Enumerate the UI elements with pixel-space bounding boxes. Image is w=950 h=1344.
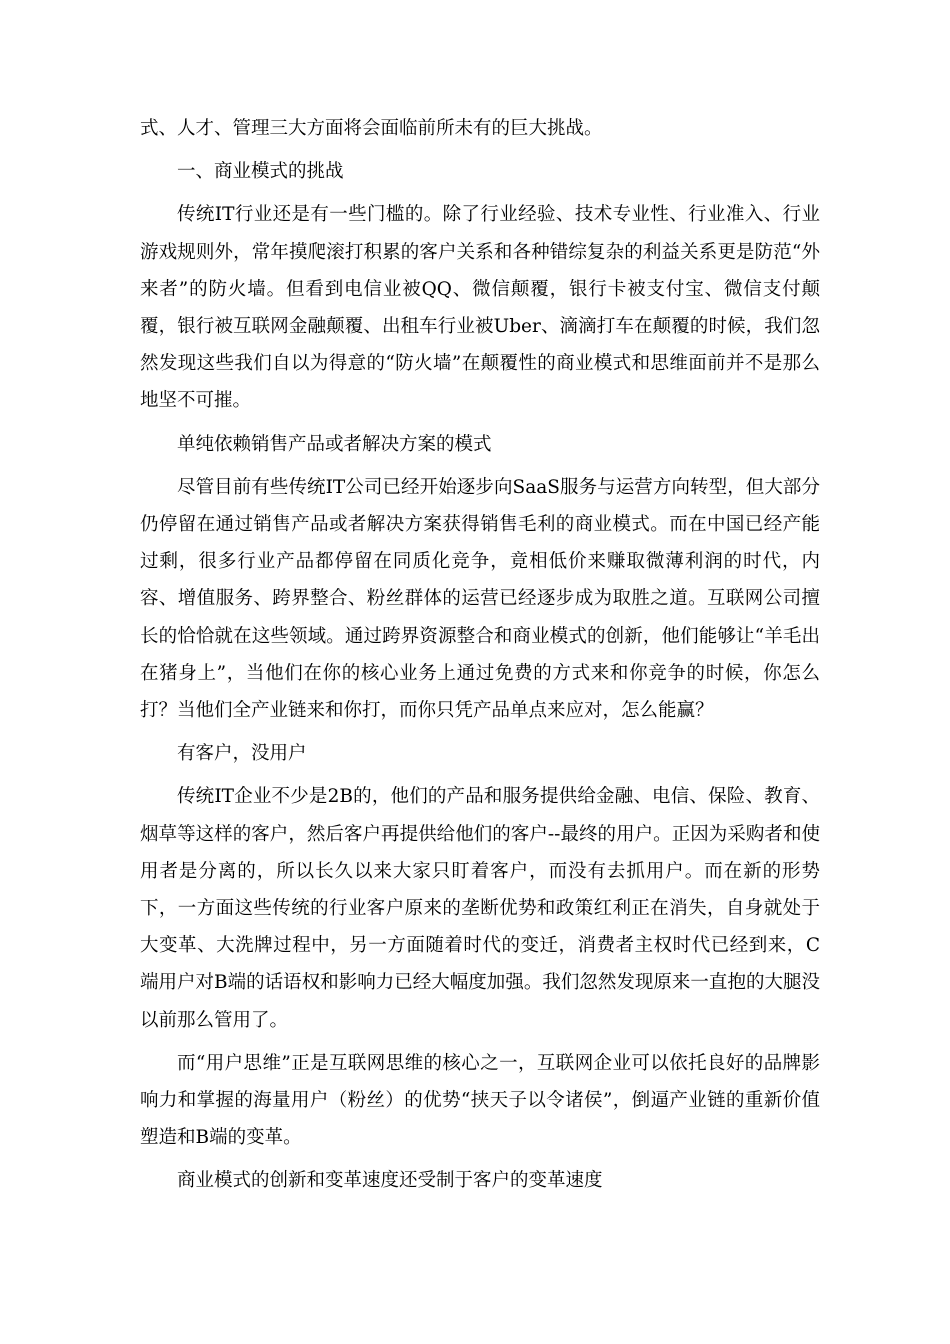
paragraph-traditional-it: 传统IT行业还是有一些门槛的。除了行业经验、技术专业性、行业准入、行业游戏规则外，常年摸爬滚打积累的客户关系和各种错综复杂的利益关系更是防范“外来者”的防火墙。但看到电信业被QQ、微信颠覆，银行卡被支付宝、微信支付颠覆，银行被互联网金融颠覆、出租车行业被Uber、滴滴打车在颠覆的时候，我们忽然发现这些我们自以为得意的“防火墙”在颠覆性的商业模式和思维面前并不是那么地坚不可摧。 bbox=[140, 204, 820, 412]
subheading-sales-model: 单纯依赖销售产品或者解决方案的模式 bbox=[177, 433, 492, 455]
section-heading-business-model: 一、商业模式的挑战 bbox=[177, 161, 344, 183]
paragraph-saas-transition: 尽管目前有些传统IT公司已经开始逐步向SaaS服务与运营方向转型，但大部分仍停留在通过销售产品或者解决方案获得销售毛利的商业模式。而在中国已经产能过剩，很多行业产品都停留在同质化竞争，竟相低价来赚取微薄利润的时代，内容、增值服务、跨界整合、粉丝群体的运营已经逐步成为取胜之道。互联网公司擅长的恰恰就在这些领域。通过跨界资源整合和商业模式的创新，他们能够让“羊毛出在猪身上”，当他们在你的核心业务上通过免费的方式来和你竞争的时候，你怎么打？当他们全产业链来和你打，而你只凭产品单点来应对，怎么能赢？ bbox=[140, 476, 820, 722]
paragraph-user-thinking: 而“用户思维”正是互联网思维的核心之一，互联网企业可以依托良好的品牌影响力和掌握的海量用户（粉丝）的优势“挟天子以令诸侯”，倒逼产业链的重新价值塑造和B端的变革。 bbox=[140, 1052, 820, 1149]
paragraph-2b-customers: 传统IT企业不少是2B的，他们的产品和服务提供给金融、电信、保险、教育、烟草等这样的客户，然后客户再提供给他们的客户--最终的用户。正因为采购者和使用者是分离的，所以长久以来大家只盯着客户，而没有去抓用户。而在新的形势下，一方面这些传统的行业客户原来的垄断优势和政策红利正在消失，自身就处于大变革、大洗牌过程中，另一方面随着时代的变迁，消费者主权时代已经到来，C端用户对B端的话语权和影响力已经大幅度加强。我们忽然发现原来一直抱的大腿没以前那么管用了。 bbox=[140, 786, 820, 1031]
paragraph-intro: 式、人才、管理三大方面将会面临前所未有的巨大挑战。 bbox=[140, 118, 603, 139]
subheading-customers-not-users: 有客户，没用户 bbox=[177, 743, 307, 765]
subheading-innovation-speed: 商业模式的创新和变革速度还受制于客户的变革速度 bbox=[177, 1170, 603, 1192]
document-page bbox=[140, 110, 820, 1200]
